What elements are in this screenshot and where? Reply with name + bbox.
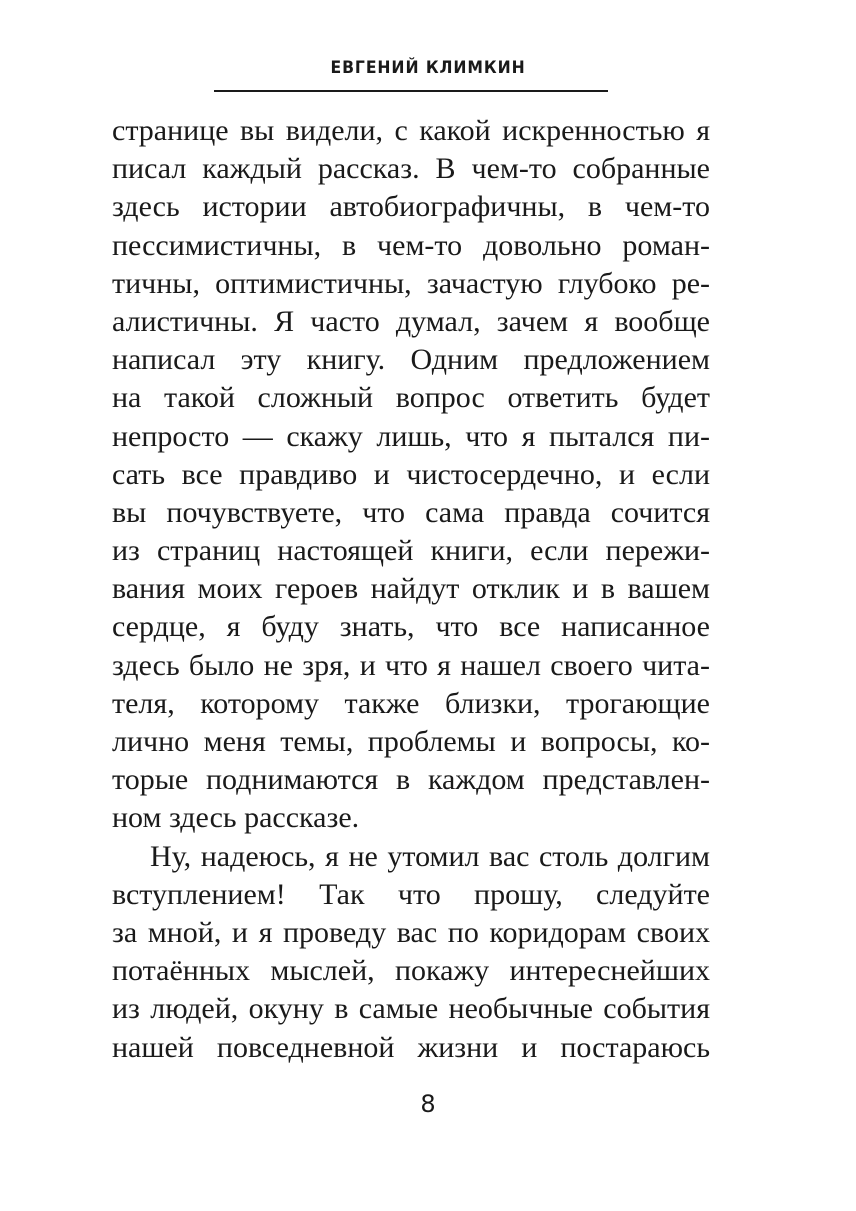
text-line: вступлением! Так что прошу, следуйте <box>112 877 710 911</box>
text-line: пессимистичны, в чем-то довольно роман- <box>112 228 710 262</box>
text-line: здесь было не зря, и что я нашел своего чита- <box>112 648 710 682</box>
text-line: вы почувствуете, что сама правда сочится <box>112 495 710 529</box>
text-line: написал эту книгу. Одним предложением <box>112 343 710 377</box>
text-line: сать все правдиво и чистосердечно, и если <box>112 457 710 491</box>
paragraph-end-line: ном здесь рассказе. <box>112 801 360 835</box>
text-line: лично меня темы, проблемы и вопросы, ко- <box>112 725 710 758</box>
text-line: вания моих героев найдут отклик и в вашем <box>112 572 710 606</box>
text-line: здесь истории автобиографичны, в чем-то <box>112 190 710 224</box>
text-line: непросто — скажу лишь, что я пытался пи- <box>112 419 710 453</box>
text-line: из людей, окуну в самые необычные события <box>112 992 710 1026</box>
text-line: сердце, я буду знать, что все написанное <box>112 610 710 644</box>
text-line: писал каждый рассказ. В чем-то собранные <box>112 152 710 186</box>
text-line: странице вы видели, с какой искренностью я <box>112 114 710 147</box>
paragraph-start-line: Ну, надеюсь, я не утомил вас столь долгим <box>150 839 710 873</box>
text-line: из страниц настоящей книги, если пережи- <box>112 534 710 568</box>
page-number: 8 <box>420 1090 436 1118</box>
text-line: за мной, и я проведу вас по коридорам своих <box>112 915 710 949</box>
text-line: потаённых мыслей, покажу интереснейших <box>112 954 710 988</box>
text-line: нашей повседневной жизни и постараюсь <box>112 1030 710 1064</box>
text-line: алистичны. Я часто думал, зачем я вообще <box>112 304 710 338</box>
body-text <box>112 112 710 1067</box>
author-name: ЕВГЕНИЙ КЛИМКИН <box>330 58 526 78</box>
text-line: теля, которому также близки, трогающие <box>112 686 710 720</box>
text-line: тичны, оптимистичны, зачастую глубоко ре- <box>112 266 710 300</box>
text-line: торые поднимаются в каждом представлен- <box>112 763 710 797</box>
running-header <box>0 58 856 78</box>
text-line: на такой сложный вопрос ответить будет <box>112 381 710 415</box>
header-divider <box>214 90 608 92</box>
